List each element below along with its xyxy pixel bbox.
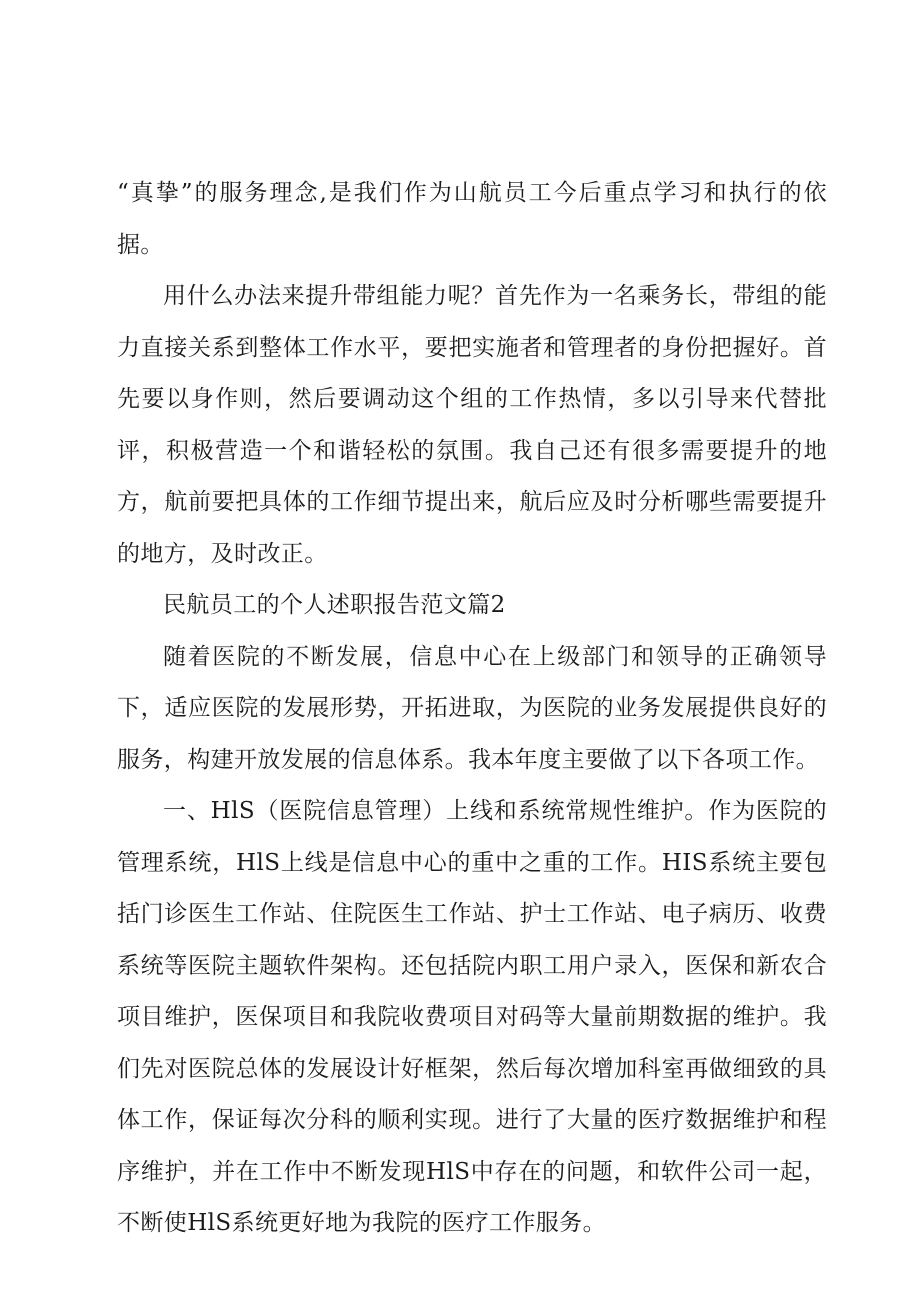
paragraph-continuation: “真挚”的服务理念,是我们作为山航员工今后重点学习和执行的依据。 — [117, 180, 827, 258]
paragraph-intro: 随着医院的不断发展，信息中心在上级部门和领导的正确领导下，适应医院的发展形势，开拓进取，为医院的业务发展提供良好的服务，构建开放发展的信息体系。我本年度主要做了以下各项工作。 — [117, 643, 827, 773]
document-body — [117, 168, 827, 1250]
section-heading: 民航员工的个人述职报告范文篇2 — [163, 592, 506, 618]
paragraph-his-system: 一、HlS（医院信息管理）上线和系统常规性维护。作为医院的管理系统，HlS上线是信息中心的重中之重的工作。HIS系统主要包括门诊医生工作站、住院医生工作站、护士工作站、电子病历、收费系统等医院主题软件架构。还包括院内职工用户录入，医保和新农合项目维护，医保项目和我院收费项目对码等大量前期数据的维护。我们先对医院总体的发展设计好框架，然后每次增加科室再做细致的具体工作，保证每次分科的顺利实现。进行了大量的医疗数据维护和程序维护，并在工作中不断发现HlS中存在的问题，和软件公司一起，不断使HlS系统更好地为我院的医疗工作服务。 — [117, 798, 827, 1236]
paragraph-leadership: 用什么办法来提升带组能力呢？首先作为一名乘务长，带组的能力直接关系到整体工作水平，要把实施者和管理者的身份把握好。首先要以身作则，然后要调动这个组的工作热情，多以引导来代替批评，积极营造一个和谐轻松的氛围。我自己还有很多需要提升的地方，航前要把具体的工作细节提出来，航后应及时分析哪些需要提升的地方，及时改正。 — [117, 283, 827, 567]
